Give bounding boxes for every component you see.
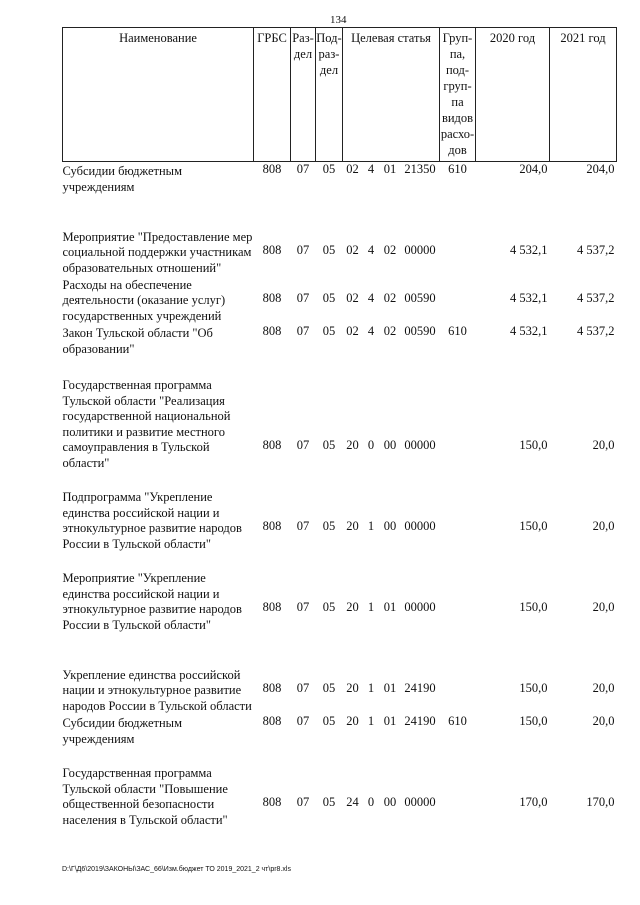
header-year-2020: 2020 год <box>476 28 550 162</box>
row-target-1: 20 <box>346 519 359 533</box>
row-value-2020: 4 532,1 <box>510 291 548 305</box>
row-target-1: 02 <box>346 162 359 176</box>
row-expense-group <box>440 195 476 276</box>
row-expense-group: 610 <box>448 714 467 728</box>
row-target-1: 24 <box>346 795 359 809</box>
row-expense-group <box>440 276 476 324</box>
row-grbs: 808 <box>262 162 282 176</box>
page-number: 134 <box>330 14 347 26</box>
row-target-2: 4 <box>367 162 375 176</box>
row-target-1: 20 <box>346 714 359 728</box>
row-target-3: 01 <box>383 600 397 614</box>
row-target-4: 21350 <box>404 162 436 176</box>
row-target-1: 02 <box>346 324 359 338</box>
row-grbs: 808 <box>262 438 282 452</box>
row-value-2021: 20,0 <box>592 600 615 614</box>
table-row <box>63 357 617 471</box>
row-target-4: 00590 <box>404 291 436 305</box>
row-name: Расходы на обеспечение деятельности (оказание услуг) государственных учреждений <box>62 277 226 323</box>
row-target-1: 20 <box>346 681 359 695</box>
row-value-2020: 150,0 <box>519 438 548 452</box>
row-razdel: 07 <box>296 324 310 338</box>
row-target-4: 24190 <box>404 714 436 728</box>
row-target-4: 00000 <box>404 438 436 452</box>
table-row <box>63 747 617 828</box>
row-name: Мероприятие "Укрепление единства российской нации и этнокультурное развитие народов России в Тульской области" <box>62 571 242 632</box>
row-name: Государственная программа Тульской области "Реализация государственной национальной политики и развитие местного самоуправления в Тульской области" <box>62 378 231 470</box>
row-razdel: 07 <box>296 162 310 176</box>
table-row <box>63 195 617 276</box>
row-value-2020: 150,0 <box>519 600 548 614</box>
row-value-2021: 170,0 <box>586 795 615 809</box>
row-name: Укрепление единства российской нации и этнокультурное развитие народов России в Тульской области <box>62 667 252 713</box>
table-row <box>63 471 617 552</box>
row-value-2021: 4 537,2 <box>577 291 615 305</box>
row-grbs: 808 <box>262 519 282 533</box>
row-grbs: 808 <box>262 324 282 338</box>
row-expense-group <box>440 747 476 828</box>
header-year-2021: 2021 год <box>550 28 617 162</box>
header-target-article: Целевая статья <box>343 28 440 162</box>
row-grbs: 808 <box>262 681 282 695</box>
row-value-2021: 204,0 <box>586 162 615 176</box>
header-expense-group: Груп- па, под- груп- па видов расхо- дов <box>440 28 476 162</box>
row-podrazdel: 05 <box>322 291 336 305</box>
row-razdel: 07 <box>296 600 310 614</box>
row-value-2020: 170,0 <box>519 795 548 809</box>
row-expense-group <box>440 357 476 471</box>
row-target-3: 01 <box>383 162 397 176</box>
row-expense-group: 610 <box>448 324 467 338</box>
row-expense-group: 610 <box>448 162 467 176</box>
table-row <box>63 276 617 324</box>
row-podrazdel: 05 <box>322 324 336 338</box>
row-name: Закон Тульской области "Об образовании" <box>62 326 213 356</box>
header-grbs: ГРБС <box>254 28 291 162</box>
row-value-2020: 4 532,1 <box>510 324 548 338</box>
row-podrazdel: 05 <box>322 600 336 614</box>
row-podrazdel: 05 <box>322 243 336 257</box>
row-target-3: 01 <box>383 714 397 728</box>
row-razdel: 07 <box>296 243 310 257</box>
row-target-4: 24190 <box>404 681 436 695</box>
row-podrazdel: 05 <box>322 519 336 533</box>
table-row <box>63 162 617 196</box>
row-target-4: 00000 <box>404 243 436 257</box>
row-razdel: 07 <box>296 519 310 533</box>
row-podrazdel: 05 <box>322 162 336 176</box>
row-grbs: 808 <box>262 714 282 728</box>
row-value-2021: 4 537,2 <box>577 243 615 257</box>
row-razdel: 07 <box>296 714 310 728</box>
header-razdel: Раз- дел <box>291 28 316 162</box>
row-target-3: 02 <box>383 243 397 257</box>
table-row <box>63 552 617 633</box>
row-name: Субсидии бюджетным учреждениям <box>62 716 182 746</box>
row-target-2: 4 <box>367 243 375 257</box>
row-value-2021: 4 537,2 <box>577 324 615 338</box>
row-expense-group <box>440 471 476 552</box>
row-grbs: 808 <box>262 600 282 614</box>
row-target-1: 02 <box>346 243 359 257</box>
row-target-1: 20 <box>346 600 359 614</box>
row-value-2021: 20,0 <box>592 438 615 452</box>
table-row <box>63 324 617 357</box>
row-name: Мероприятие "Предоставление мер социальной поддержки участникам образовательных отношений" <box>62 229 253 275</box>
row-podrazdel: 05 <box>322 795 336 809</box>
header-name: Наименование <box>63 28 254 162</box>
row-target-3: 02 <box>383 291 397 305</box>
row-target-2: 1 <box>367 600 375 614</box>
row-target-3: 02 <box>383 324 397 338</box>
budget-table <box>62 27 617 828</box>
file-path-footer: D:\Г\Д6\2019\ЗАКОНЫ\ЗАС_66\Изм.бюджет ТО 2019_2021_2 чт\pr8.xls <box>62 866 291 873</box>
row-target-3: 00 <box>383 519 397 533</box>
row-target-1: 20 <box>346 438 359 452</box>
row-target-2: 1 <box>367 714 375 728</box>
row-grbs: 808 <box>262 291 282 305</box>
row-value-2020: 150,0 <box>519 519 548 533</box>
row-razdel: 07 <box>296 795 310 809</box>
row-expense-group <box>440 633 476 714</box>
row-podrazdel: 05 <box>322 438 336 452</box>
row-target-2: 4 <box>367 291 375 305</box>
row-razdel: 07 <box>296 438 310 452</box>
row-target-2: 0 <box>367 795 375 809</box>
row-target-3: 00 <box>383 795 397 809</box>
row-name: Субсидии бюджетным учреждениям <box>62 164 182 194</box>
row-target-2: 1 <box>367 519 375 533</box>
row-razdel: 07 <box>296 681 310 695</box>
row-target-4: 00590 <box>404 324 436 338</box>
table-row <box>63 714 617 747</box>
row-target-4: 00000 <box>404 519 436 533</box>
row-expense-group <box>440 552 476 633</box>
row-podrazdel: 05 <box>322 681 336 695</box>
row-target-2: 0 <box>367 438 375 452</box>
row-target-4: 00000 <box>404 600 436 614</box>
header-podrazdel: Под- раз- дел <box>316 28 343 162</box>
row-grbs: 808 <box>262 243 282 257</box>
row-value-2021: 20,0 <box>592 714 615 728</box>
row-target-3: 00 <box>383 438 397 452</box>
row-target-2: 4 <box>367 324 375 338</box>
row-target-3: 01 <box>383 681 397 695</box>
row-value-2020: 150,0 <box>519 714 548 728</box>
row-name: Подпрограмма "Укрепление единства российской нации и этнокультурное развитие народов России в Тульской области" <box>62 490 242 551</box>
row-value-2021: 20,0 <box>592 681 615 695</box>
row-target-1: 02 <box>346 291 359 305</box>
row-target-4: 00000 <box>404 795 436 809</box>
row-value-2020: 204,0 <box>519 162 548 176</box>
row-value-2020: 4 532,1 <box>510 243 548 257</box>
row-grbs: 808 <box>262 795 282 809</box>
table-row <box>63 633 617 714</box>
row-name: Государственная программа Тульской области "Повышение общественной безопасности населения в Тульской области" <box>62 766 228 827</box>
row-razdel: 07 <box>296 291 310 305</box>
row-target-2: 1 <box>367 681 375 695</box>
row-value-2020: 150,0 <box>519 681 548 695</box>
row-podrazdel: 05 <box>322 714 336 728</box>
row-value-2021: 20,0 <box>592 519 615 533</box>
